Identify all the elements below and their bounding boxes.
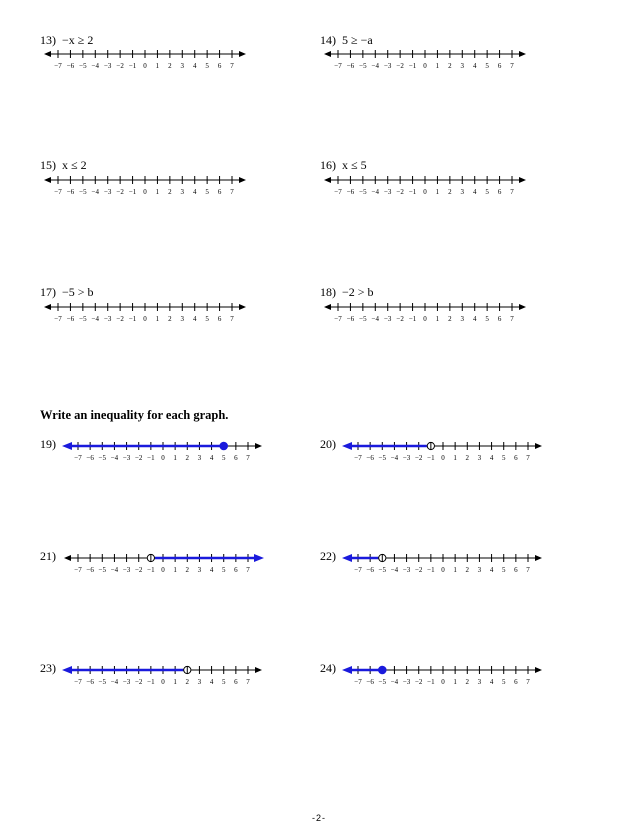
tick-label: 2	[465, 566, 470, 574]
tick-label: −2	[396, 315, 404, 323]
tick-label: −3	[383, 188, 392, 196]
tick-label: −6	[66, 188, 75, 196]
tick-label: 4	[472, 62, 477, 70]
tick-label: −6	[86, 566, 94, 574]
tick-label: −2	[396, 188, 404, 196]
tick-label: 5	[221, 454, 226, 462]
problem-expression: 5 ≥ −a	[342, 33, 373, 47]
graph-number-line	[60, 550, 266, 576]
solution-arrow-icon	[342, 554, 352, 562]
tick-label: −4	[91, 62, 100, 70]
left-arrow-icon	[324, 177, 331, 183]
tick-label: −5	[79, 315, 87, 323]
tick-label: 2	[448, 188, 452, 196]
tick-label: 1	[453, 566, 457, 574]
tick-label: 2	[185, 678, 190, 686]
tick-label: 7	[510, 315, 514, 323]
number-line	[320, 172, 530, 198]
tick-label: −4	[390, 454, 399, 462]
number-line	[320, 46, 530, 72]
left-arrow-icon	[64, 555, 71, 561]
tick-label: 5	[501, 454, 506, 462]
tick-label: −3	[103, 62, 112, 70]
tick-label: 3	[477, 678, 482, 686]
number-line	[320, 299, 530, 325]
right-arrow-icon	[255, 443, 262, 449]
problem-22-number: 22)	[320, 549, 336, 563]
tick-label: −5	[378, 678, 387, 686]
tick-label: 4	[192, 62, 197, 70]
tick-label: 2	[465, 454, 470, 462]
section-heading: Write an inequality for each graph.	[40, 408, 229, 422]
tick-label: −7	[334, 62, 342, 70]
problem-expression: −x ≥ 2	[62, 33, 94, 47]
tick-label: 3	[197, 454, 202, 462]
tick-label: −7	[354, 678, 362, 686]
tick-label: 7	[230, 315, 234, 323]
tick-label: 0	[161, 678, 165, 686]
tick-label: 0	[423, 188, 427, 196]
tick-label: −2	[414, 566, 423, 574]
tick-label: 5	[485, 315, 489, 323]
tick-label: −1	[147, 566, 155, 574]
problem-expression: −2 > b	[342, 285, 374, 299]
tick-label: −5	[98, 454, 107, 462]
right-arrow-icon	[239, 304, 246, 310]
tick-label: 0	[143, 188, 147, 196]
tick-label: −6	[346, 315, 355, 323]
tick-label: −1	[408, 188, 417, 196]
tick-label: −6	[366, 566, 374, 574]
tick-label: −5	[359, 62, 367, 70]
tick-label: 5	[205, 188, 209, 196]
tick-label: 0	[423, 315, 427, 323]
tick-label: −5	[98, 566, 107, 574]
tick-label: 7	[246, 454, 250, 462]
tick-label: 0	[161, 566, 165, 574]
tick-label: −4	[110, 566, 119, 574]
tick-label: −7	[54, 315, 62, 323]
tick-label: −2	[116, 62, 124, 70]
problem-label	[40, 158, 87, 173]
tick-label: 1	[453, 678, 457, 686]
tick-label: 7	[510, 62, 514, 70]
tick-label: −4	[91, 188, 100, 196]
tick-label: −7	[74, 566, 82, 574]
solution-arrow-icon	[62, 442, 72, 450]
tick-label: −5	[79, 188, 87, 196]
tick-label: −2	[116, 315, 124, 323]
tick-label: 0	[441, 566, 445, 574]
number-line	[40, 46, 250, 72]
problem-expression: −5 > b	[62, 285, 94, 299]
problem-label	[320, 285, 374, 300]
tick-label: −6	[66, 62, 75, 70]
tick-label: 7	[526, 454, 530, 462]
tick-label: 0	[161, 454, 165, 462]
tick-label: 6	[514, 566, 518, 574]
tick-label: 3	[460, 315, 465, 323]
tick-label: 2	[185, 566, 190, 574]
tick-label: 0	[423, 62, 427, 70]
tick-label: 4	[489, 454, 494, 462]
left-arrow-icon	[324, 304, 331, 310]
tick-label: 2	[168, 315, 172, 323]
tick-label: 4	[192, 315, 197, 323]
tick-label: 2	[185, 454, 190, 462]
tick-label: −6	[86, 454, 94, 462]
right-arrow-icon	[255, 667, 262, 673]
closed-point	[378, 666, 386, 674]
tick-label: 1	[173, 566, 177, 574]
right-arrow-icon	[519, 177, 526, 183]
problem-number: 14)	[320, 33, 336, 47]
tick-label: 1	[435, 62, 440, 70]
tick-label: −7	[74, 454, 82, 462]
tick-label: −3	[122, 454, 131, 462]
tick-label: 0	[441, 454, 445, 462]
tick-label: 7	[230, 188, 234, 196]
problem-number: 13)	[40, 33, 56, 47]
tick-label: −1	[408, 62, 417, 70]
problem-label	[320, 158, 367, 173]
tick-label: 6	[234, 566, 238, 574]
tick-label: 7	[526, 566, 530, 574]
tick-label: 3	[477, 454, 482, 462]
left-arrow-icon	[44, 51, 51, 57]
tick-label: 1	[155, 315, 160, 323]
tick-label: −4	[371, 315, 380, 323]
right-arrow-icon	[535, 555, 542, 561]
tick-label: 1	[155, 188, 160, 196]
solution-arrow-icon	[342, 666, 352, 674]
tick-label: −4	[390, 678, 399, 686]
tick-label: −3	[402, 566, 411, 574]
tick-label: −5	[359, 315, 367, 323]
graph-number-line	[340, 662, 546, 688]
tick-label: 3	[180, 315, 185, 323]
tick-label: 3	[477, 566, 482, 574]
tick-label: 5	[501, 566, 506, 574]
tick-label: −1	[427, 566, 435, 574]
solution-arrow-icon	[254, 554, 264, 562]
tick-label: 6	[217, 188, 222, 196]
tick-label: −5	[378, 454, 387, 462]
tick-label: 7	[510, 188, 514, 196]
tick-label: 3	[197, 566, 202, 574]
problem-number: 15)	[40, 158, 56, 172]
problem-number: 17)	[40, 285, 56, 299]
problem-label	[40, 285, 94, 300]
tick-label: 4	[209, 566, 214, 574]
tick-label: 6	[217, 315, 222, 323]
tick-label: −7	[74, 678, 82, 686]
tick-label: 1	[435, 188, 440, 196]
right-arrow-icon	[519, 304, 526, 310]
tick-label: −5	[359, 188, 367, 196]
problem-23-number: 23)	[40, 661, 56, 675]
tick-label: 0	[441, 678, 445, 686]
page-number: -2-	[312, 813, 326, 823]
tick-label: 1	[453, 454, 457, 462]
tick-label: 6	[514, 454, 518, 462]
tick-label: 5	[221, 566, 226, 574]
tick-label: −4	[110, 678, 119, 686]
graph-number-line	[340, 550, 546, 576]
tick-label: 1	[155, 62, 160, 70]
tick-label: −2	[116, 188, 124, 196]
problem-24-number: 24)	[320, 661, 336, 675]
graph-number-line	[60, 438, 266, 464]
tick-label: −3	[383, 315, 392, 323]
tick-label: −4	[371, 62, 380, 70]
tick-label: 6	[497, 62, 502, 70]
tick-label: 5	[501, 678, 506, 686]
problem-number: 16)	[320, 158, 336, 172]
right-arrow-icon	[535, 667, 542, 673]
tick-label: −1	[128, 315, 137, 323]
tick-label: −2	[396, 62, 404, 70]
tick-label: 4	[209, 454, 214, 462]
tick-label: 3	[180, 62, 185, 70]
tick-label: 1	[435, 315, 440, 323]
tick-label: 5	[205, 62, 209, 70]
tick-label: −2	[134, 678, 143, 686]
tick-label: −2	[414, 454, 423, 462]
left-arrow-icon	[44, 177, 51, 183]
tick-label: 3	[180, 188, 185, 196]
tick-label: 7	[526, 678, 530, 686]
tick-label: 3	[460, 188, 465, 196]
tick-label: −3	[122, 678, 131, 686]
tick-label: 6	[234, 678, 238, 686]
problem-19-number: 19)	[40, 437, 56, 451]
tick-label: 4	[489, 678, 494, 686]
tick-label: 6	[217, 62, 222, 70]
tick-label: −2	[134, 566, 143, 574]
tick-label: 0	[143, 62, 147, 70]
left-arrow-icon	[44, 304, 51, 310]
tick-label: −4	[110, 454, 119, 462]
tick-label: 2	[448, 315, 452, 323]
tick-label: −7	[54, 62, 62, 70]
graph-number-line	[340, 438, 546, 464]
right-arrow-icon	[239, 51, 246, 57]
tick-label: 5	[221, 678, 226, 686]
number-line	[40, 299, 250, 325]
tick-label: −1	[408, 315, 417, 323]
solution-arrow-icon	[62, 666, 72, 674]
tick-label: −3	[383, 62, 392, 70]
tick-label: −4	[371, 188, 380, 196]
tick-label: −6	[66, 315, 75, 323]
tick-label: 1	[173, 678, 177, 686]
tick-label: 5	[485, 62, 489, 70]
problem-expression: x ≤ 5	[342, 158, 367, 172]
tick-label: −3	[122, 566, 131, 574]
problem-20-number: 20)	[320, 437, 336, 451]
tick-label: −6	[366, 678, 374, 686]
right-arrow-icon	[239, 177, 246, 183]
tick-label: −7	[334, 188, 342, 196]
solution-arrow-icon	[342, 442, 352, 450]
tick-label: 2	[168, 62, 172, 70]
tick-label: 2	[465, 678, 470, 686]
tick-label: 6	[497, 188, 502, 196]
tick-label: −5	[79, 62, 87, 70]
tick-label: −2	[414, 678, 423, 686]
tick-label: 6	[514, 678, 518, 686]
tick-label: −2	[134, 454, 143, 462]
tick-label: 5	[485, 188, 489, 196]
tick-label: 6	[497, 315, 502, 323]
tick-label: −1	[147, 678, 155, 686]
problem-number: 18)	[320, 285, 336, 299]
tick-label: 7	[246, 566, 250, 574]
tick-label: −6	[366, 454, 374, 462]
right-arrow-icon	[519, 51, 526, 57]
tick-label: 2	[168, 188, 172, 196]
tick-label: 4	[489, 566, 494, 574]
tick-label: 7	[246, 678, 250, 686]
closed-point	[220, 442, 228, 450]
tick-label: −3	[402, 678, 411, 686]
tick-label: −1	[427, 454, 435, 462]
left-arrow-icon	[324, 51, 331, 57]
tick-label: −6	[346, 188, 355, 196]
tick-label: −7	[354, 454, 362, 462]
tick-label: 7	[230, 62, 234, 70]
tick-label: −5	[378, 566, 387, 574]
problem-expression: x ≤ 2	[62, 158, 87, 172]
tick-label: 4	[472, 315, 477, 323]
tick-label: −1	[128, 188, 137, 196]
right-arrow-icon	[535, 443, 542, 449]
tick-label: 0	[143, 315, 147, 323]
tick-label: 2	[448, 62, 452, 70]
tick-label: −1	[128, 62, 137, 70]
tick-label: −7	[334, 315, 342, 323]
number-line	[40, 172, 250, 198]
tick-label: 5	[205, 315, 209, 323]
tick-label: −6	[346, 62, 355, 70]
tick-label: −7	[354, 566, 362, 574]
tick-label: −5	[98, 678, 107, 686]
tick-label: −6	[86, 678, 94, 686]
tick-label: −3	[103, 188, 112, 196]
tick-label: 4	[209, 678, 214, 686]
tick-label: 6	[234, 454, 238, 462]
tick-label: 3	[197, 678, 202, 686]
tick-label: 4	[472, 188, 477, 196]
tick-label: −4	[91, 315, 100, 323]
tick-label: 1	[173, 454, 177, 462]
tick-label: −3	[103, 315, 112, 323]
tick-label: −3	[402, 454, 411, 462]
tick-label: 3	[460, 62, 465, 70]
tick-label: 4	[192, 188, 197, 196]
problem-21-number: 21)	[40, 549, 56, 563]
tick-label: −7	[54, 188, 62, 196]
tick-label: −1	[427, 678, 435, 686]
graph-number-line	[60, 662, 266, 688]
tick-label: −4	[390, 566, 399, 574]
tick-label: −1	[147, 454, 155, 462]
